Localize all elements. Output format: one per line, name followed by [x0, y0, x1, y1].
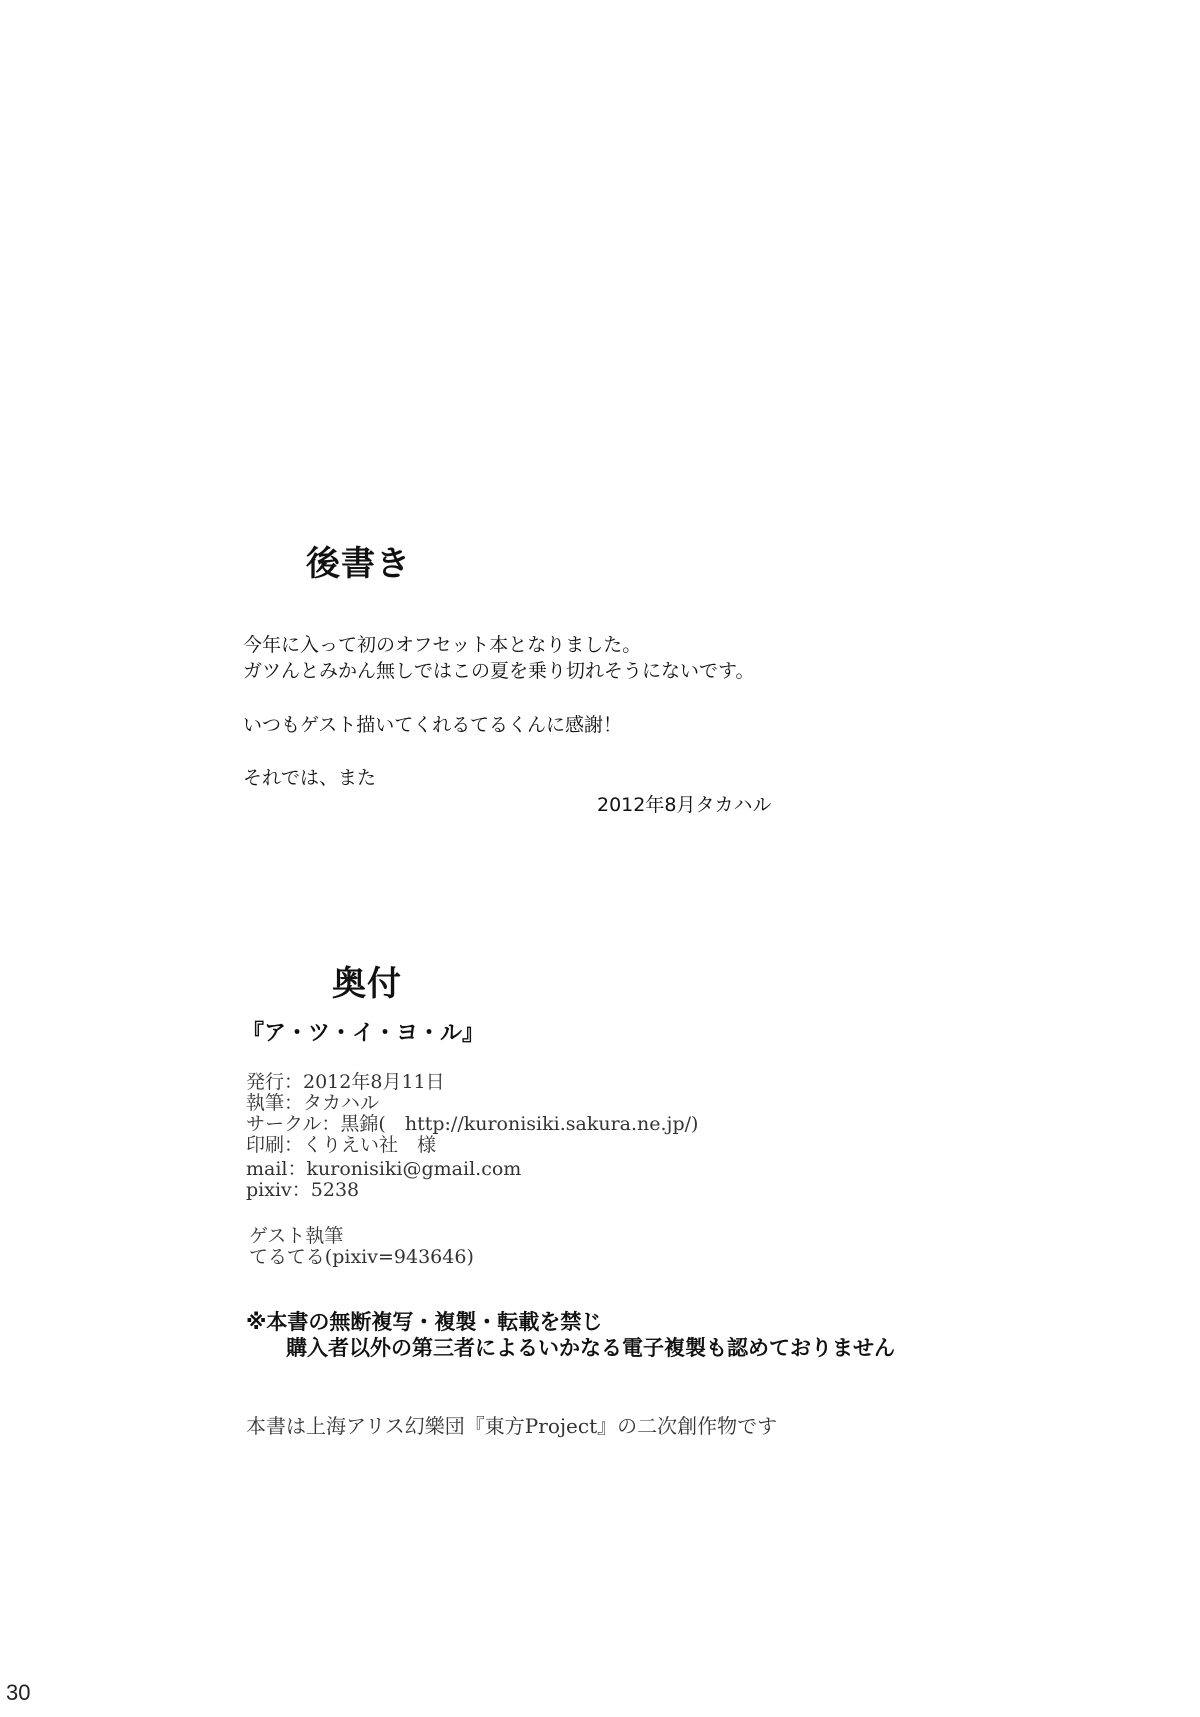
- guest-credits: [249, 1226, 474, 1268]
- afterword-paragraph-1: [243, 632, 754, 684]
- afterword-paragraph-2: いつもゲスト描いてくれるてるくんに感謝！: [243, 714, 623, 736]
- guest-name: てるてる(pixiv=943646): [249, 1246, 474, 1268]
- printer: 印刷：くりえい社 様: [246, 1134, 437, 1156]
- copy-notice-line-2: 購入者以外の第三者によるいかなる電子複製も認めておりません: [286, 1336, 895, 1360]
- derivative-note: 本書は上海アリス幻樂団『東方Project』の二次創作物です: [246, 1414, 778, 1438]
- afterword-line-1: 今年に入って初のオフセット本となりました。: [243, 634, 642, 656]
- afterword-paragraph-3: それでは、また: [243, 767, 377, 789]
- pixiv-id: pixiv：5238: [246, 1179, 360, 1201]
- copy-notice-line-1: ※本書の無断複写・複製・転載を禁じ: [246, 1310, 603, 1334]
- book-title: 『ア・ツ・イ・ヨ・ル』: [242, 1021, 485, 1046]
- contact-details: [246, 1159, 521, 1201]
- afterword-line-2: ガツんとみかん無しではこの夏を乗り切れそうにないです。: [243, 660, 755, 682]
- publication-date: 発行：2012年8月11日: [246, 1071, 445, 1093]
- guest-label: ゲスト執筆: [249, 1225, 344, 1247]
- page-number: 30: [6, 1680, 31, 1705]
- author: 執筆：タカハル: [246, 1092, 380, 1114]
- afterword-heading: 後書き: [306, 544, 411, 584]
- colophon-heading: 奥付: [332, 964, 402, 1004]
- publication-details: [246, 1072, 698, 1156]
- copy-notice: [246, 1309, 895, 1361]
- mail-address: mail：kuronisiki@gmail.com: [246, 1158, 522, 1180]
- circle: サークル：黒錦( http://kuronisiki.sakura.ne.jp/): [246, 1113, 699, 1135]
- afterword-signature: 2012年8月タカハル: [597, 794, 772, 816]
